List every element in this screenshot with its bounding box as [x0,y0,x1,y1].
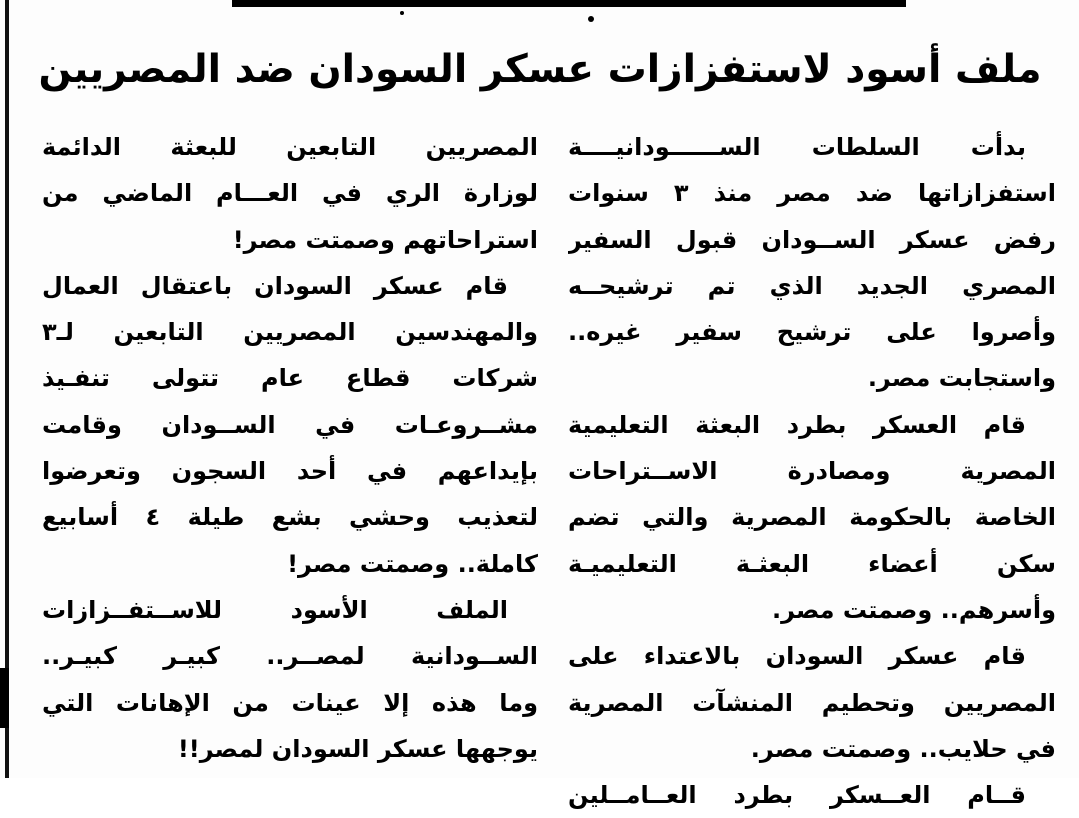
print-speck [400,11,404,15]
text-line: استفزازاتها ضد مصر منذ ٣ سنوات [568,179,1056,208]
text-line: وأصروا على ترشيح سفير غيره.. [568,318,1056,347]
text-line: استراحاتهم وصمتت مصر! [232,225,538,254]
text-line: المصرية ومصادرة الاســتراحات [568,457,1056,486]
text-line: وما هذه إلا عينات من الإهانات التي [42,688,538,717]
text-line: المصريين التابعين للبعثة الدائمة [42,133,538,161]
text-line: قــام العــسكر بطرد العــامــلين [568,781,1026,810]
text-line: الملف الأسود للاســتفــزازات [42,595,508,624]
text-line: بإيداعهم في أحد السجون وتعرضوا [42,457,538,486]
text-line: لوزارة الري في العـــام الماضي من [42,179,538,208]
text-line: قام عسكر السودان باعتقال العمال [42,271,508,300]
left-margin-mark [0,668,9,728]
text-line: يوجهها عسكر السودان لمصر!! [177,734,538,763]
headline: ملف أسود لاستفزازات عسكر السودان ضد المصريين [38,47,1042,92]
text-line: لتعذيب وحشي بشع طيلة ٤ أسابيع [42,503,538,532]
print-speck [588,16,594,22]
text-line: قام العسكر بطرد البعثة التعليمية [568,410,1026,439]
article-column-right [568,124,1056,818]
text-line: الســودانية لمصــر.. كبيـر كبيـر.. [42,642,538,671]
text-line: الخاصة بالحكومة المصرية والتي تضم [568,503,1056,532]
text-line: بدأت السلطات الســــــودانيــــة [568,133,1026,161]
top-rule [232,0,906,7]
text-line: واستجابت مصر. [867,364,1056,393]
left-margin-rule [5,0,9,778]
text-line: شركات قطاع عام تتولى تنفـيذ [42,364,538,393]
text-line: رفض عسكر الســودان قبول السفير [568,225,1056,254]
text-line: مشــروعـات في الســودان وقامت [42,410,538,439]
text-line: سكن أعضاء البعثـة التعليميـة [568,549,1056,578]
text-line: والمهندسين المصريين التابعين لـ٣ [42,318,538,347]
article-column-left [42,124,538,772]
text-line: في حلايب.. وصمتت مصر. [750,734,1056,763]
text-line: المصريين وتحطيم المنشآت المصرية [568,688,1056,717]
text-line: قام عسكر السودان بالاعتداء على [568,642,1026,671]
text-line: كاملة.. وصمتت مصر! [287,549,538,578]
text-line: المصري الجديد الذي تم ترشيحــه [568,271,1056,300]
text-line: وأسرهم.. وصمتت مصر. [771,595,1056,624]
